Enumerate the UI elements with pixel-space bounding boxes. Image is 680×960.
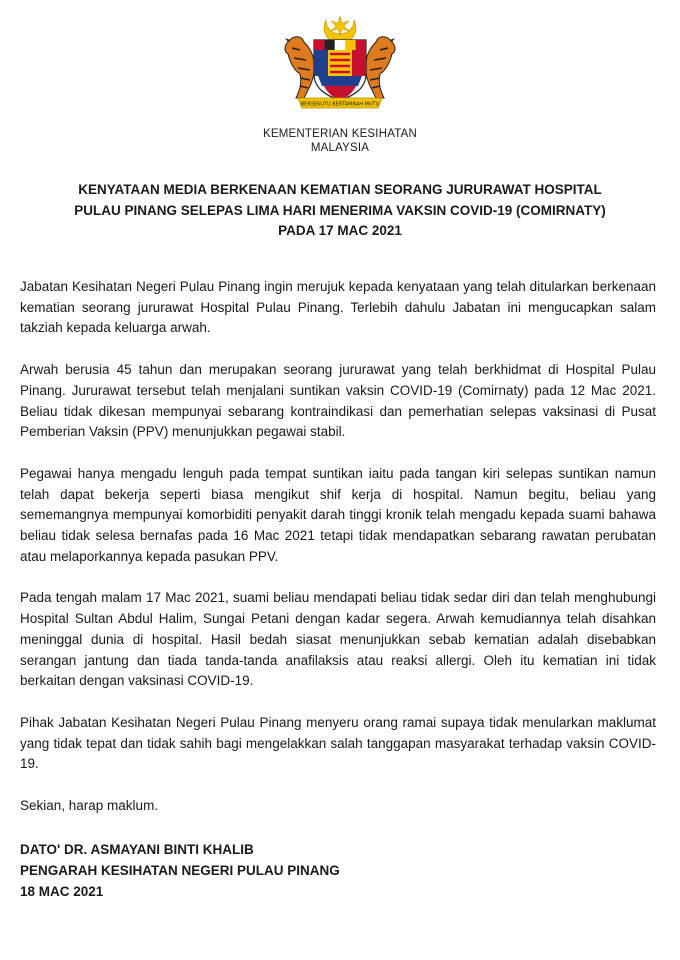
signature-block <box>20 839 656 902</box>
paragraph: Jabatan Kesihatan Negeri Pulau Pinang ingin merujuk kepada kenyataan yang telah ditularkan berkenaan kematian seorang jururawat Hospital Pulau Pinang. Terlebih dahulu Jabatan ini mengucapkan salam takziah kepada keluarga arwah. <box>20 279 656 336</box>
ministry-line-1: KEMENTERIAN KESIHATAN <box>263 128 417 140</box>
closing-remark: Sekian, harap maklum. <box>20 798 159 814</box>
title-line-1: KENYATAAN MEDIA BERKENAAN KEMATIAN SEORANG JURURAWAT HOSPITAL <box>78 182 602 197</box>
paragraph: Pada tengah malam 17 Mac 2021, suami beliau mendapati beliau tidak sedar diri dan telah menghubungi Hospital Sultan Abdul Halim, Sungai Petani dengan kadar segera. Arwah kemudiannya telah disahkan meninggal dunia di hospital. Hasil bedah siasat menunjukkan sebab kematian adalah disebabkan serangan jantung dan tiada tanda-tanda anafilaksis atau reaksi allergi. Oleh itu kematian ini tidak berkaitan dengan vaksinasi COVID-19. <box>20 590 656 689</box>
paragraph: Pegawai hanya mengadu lenguh pada tempat suntikan iaitu pada tangan kiri selepas suntikan namun telah dapat bekerja seperti biasa mengikut shif kerja di hospital. Namun begitu, beliau yang sememangnya mempunyai komorbiditi penyakit darah tinggi kronik telah mengadu kepada suami bahawa beliau tidak selesa bernafas pada 16 Mac 2021 tetapi tidak mendapatkan sebarang rawatan perubatan atau melaporkannya kepada pasukan PPV. <box>20 465 656 564</box>
svg-text:BERSEKUTU BERTAMBAH MUTU: BERSEKUTU BERTAMBAH MUTU <box>300 101 380 108</box>
ministry-line-2: MALAYSIA <box>310 142 370 154</box>
paragraph: Arwah berusia 45 tahun dan merupakan seorang jururawat yang telah berkhidmat di Hospital Pulau Pinang. Jururawat tersebut telah menjalani suntikan vaksin COVID-19 (Comirnaty) pada 12 Mac 2021. Beliau tidak dikesan mempunyai sebarang kontraindikasi dan pemerhatian selepas vaksinasi di Pusat Pemberian Vaksin (PPV) menunjukkan pegawai stabil. <box>20 362 656 440</box>
title-line-2: PULAU PINANG SELEPAS LIMA HARI MENERIMA VAKSIN COVID-19 (COMIRNATY) <box>74 202 606 218</box>
signatory-position: PENGARAH KESIHATAN NEGERI PULAU PINANG <box>20 862 340 878</box>
statement-date: 18 MAC 2021 <box>20 883 104 899</box>
paragraph: Pihak Jabatan Kesihatan Negeri Pulau Pinang menyeru orang ramai supaya tidak menularkan maklumat yang tidak tepat dan tidak sahih bagi mengelakkan salah tanggapan masyarakat terhadap vaksin COVID-19. <box>20 714 656 772</box>
statement-body <box>20 277 656 902</box>
document-title <box>20 180 660 242</box>
malaysia-coat-of-arms-icon <box>278 14 402 114</box>
title-line-3: PADA 17 MAC 2021 <box>278 223 402 238</box>
signatory-name: DATO' DR. ASMAYANI BINTI KHALIB <box>20 841 254 857</box>
ministry-name <box>0 127 680 155</box>
